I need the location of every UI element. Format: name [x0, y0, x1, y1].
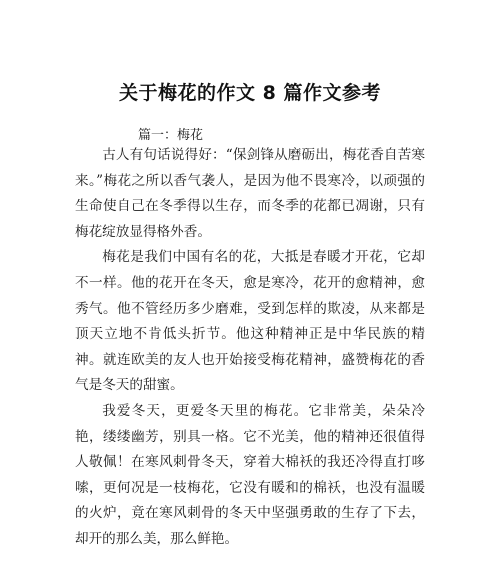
document-title: 关于梅花的作文 8 篇作文参考	[119, 82, 381, 104]
section-heading: 篇一：梅花	[138, 128, 204, 143]
paragraph-1: 古人有句话说得好：“保剑锋从磨砺出，梅花香自苦寒来。”梅花之所以香气袭人，是因为他不畏寒冷，以顽强的生命使自己在冬季得以生存，而冬季的花都已凋谢，只有梅花绽放显得格外香。	[75, 147, 425, 240]
paragraph-3: 我爱冬天，更爱冬天里的梅花。它非常美，朵朵冷艳，缕缕幽芳，别具一格。它不光美，他的精神还很值得人敬佩！在寒风刺骨冬天，穿着大棉袄的我还冷得直打哆嗦，更何况是一枝梅花，它没有暖和的棉袄，也没有温暖的火炉，竟在寒风刺骨的冬天中坚强勇敢的生存了下去，却开的那么美，那么鲜艳。	[75, 402, 425, 547]
document-body	[75, 143, 425, 553]
paragraph-2: 梅花是我们中国有名的花，大抵是春暖才开花，它却不一样。他的花开在冬天，愈是寒冷，花开的愈精神，愈秀气。他不管经历多少磨难，受到怎样的欺凌，从来都是顶天立地不肯低头折节。他这种精神正是中华民族的精神。就连欧美的友人也开始接受梅花精神，盛赞梅花的香气是冬天的甜蜜。	[75, 249, 425, 394]
